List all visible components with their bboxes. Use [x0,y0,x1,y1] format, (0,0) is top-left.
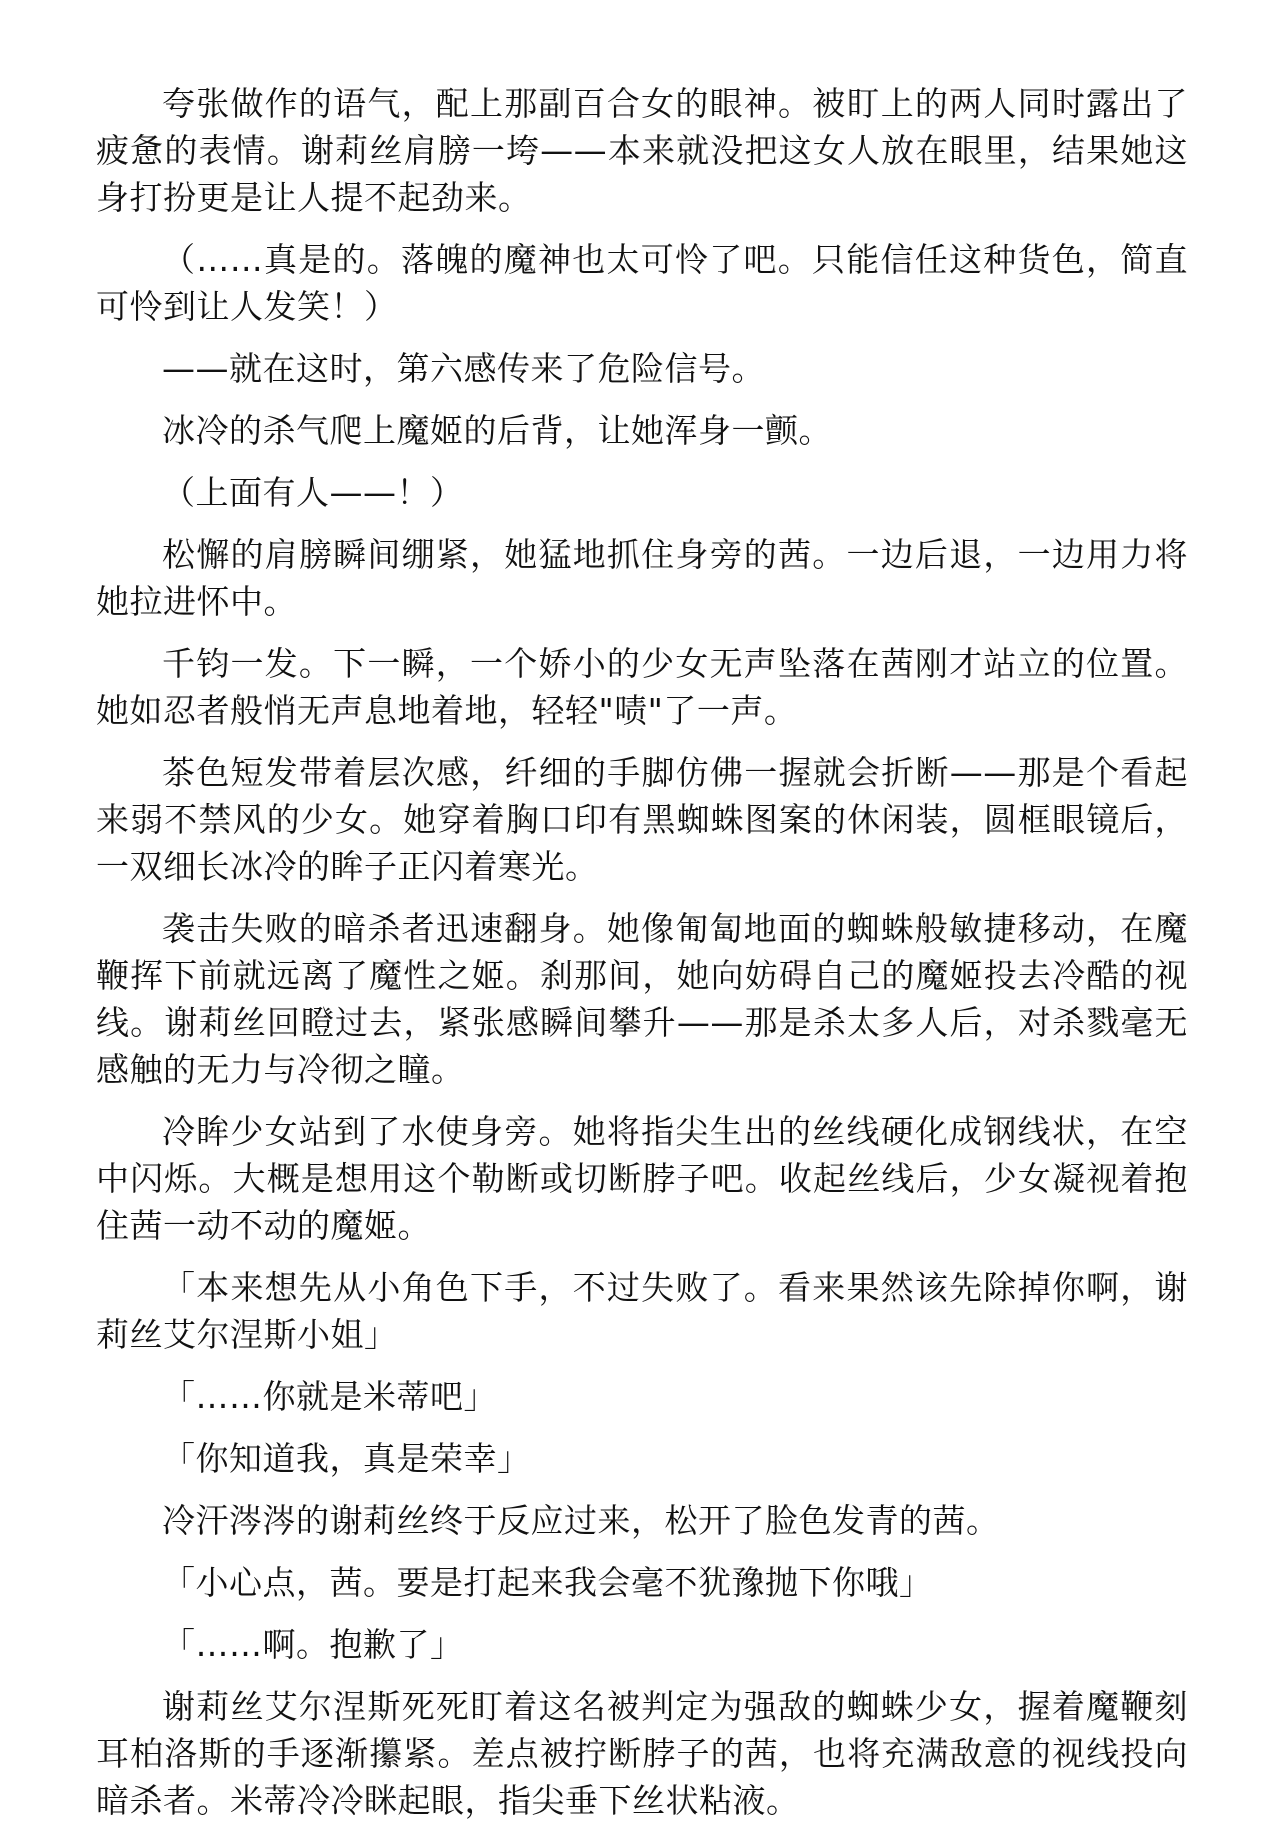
paragraph: 「……啊。抱歉了」 [162,1625,464,1664]
paragraph: 冰冷的杀气爬上魔姬的后背，让她浑身一颤。 [162,411,832,450]
paragraph: 「……你就是米蒂吧」 [162,1377,497,1416]
paragraph: （……真是的。落魄的魔神也太可怜了吧。只能信任这种货色，简直可怜到让人发笑！） [96,240,1188,326]
paragraph: 千钧一发。下一瞬，一个娇小的少女无声坠落在茜刚才站立的位置。她如忍者般悄无声息地着地，轻轻"啧"了一声。 [96,644,1188,730]
paragraph: 袭击失败的暗杀者迅速翻身。她像匍匐地面的蜘蛛般敏捷移动，在魔鞭挥下前就远离了魔性之姬。刹那间，她向妨碍自己的魔姬投去冷酷的视线。谢莉丝回瞪过去，紧张感瞬间攀升——那是杀太多人后，对杀戮毫无感触的无力与冷彻之瞳。 [96,909,1188,1089]
paragraph: 「本来想先从小角色下手，不过失败了。看来果然该先除掉你啊，谢莉丝艾尔涅斯小姐」 [96,1268,1188,1354]
page-body [96,80,1188,1839]
paragraph: 谢莉丝艾尔涅斯死死盯着这名被判定为强敌的蜘蛛少女，握着魔鞭刻耳柏洛斯的手逐渐攥紧。差点被拧断脖子的茜，也将充满敌意的视线投向暗杀者。米蒂冷冷眯起眼，指尖垂下丝状粘液。 [96,1687,1188,1820]
paragraph: 茶色短发带着层次感，纤细的手脚仿佛一握就会折断——那是个看起来弱不禁风的少女。她穿着胸口印有黑蜘蛛图案的休闲装，圆框眼镜后，一双细长冰冷的眸子正闪着寒光。 [96,753,1188,886]
paragraph: ——就在这时，第六感传来了危险信号。 [162,349,765,388]
paragraph: 夸张做作的语气，配上那副百合女的眼神。被盯上的两人同时露出了疲惫的表情。谢莉丝肩膀一垮——本来就没把这女人放在眼里，结果她这身打扮更是让人提不起劲来。 [96,84,1188,217]
paragraph: 「小心点，茜。要是打起来我会毫不犹豫抛下你哦」 [162,1563,933,1602]
paragraph: （上面有人——！） [162,473,464,512]
paragraph: 「你知道我，真是荣幸」 [162,1439,531,1478]
paragraph: 冷眸少女站到了水使身旁。她将指尖生出的丝线硬化成钢线状，在空中闪烁。大概是想用这个勒断或切断脖子吧。收起丝线后，少女凝视着抱住茜一动不动的魔姬。 [96,1112,1188,1245]
paragraph: 松懈的肩膀瞬间绷紧，她猛地抓住身旁的茜。一边后退，一边用力将她拉进怀中。 [96,535,1188,621]
paragraph: 冷汗涔涔的谢莉丝终于反应过来，松开了脸色发青的茜。 [162,1501,1000,1540]
